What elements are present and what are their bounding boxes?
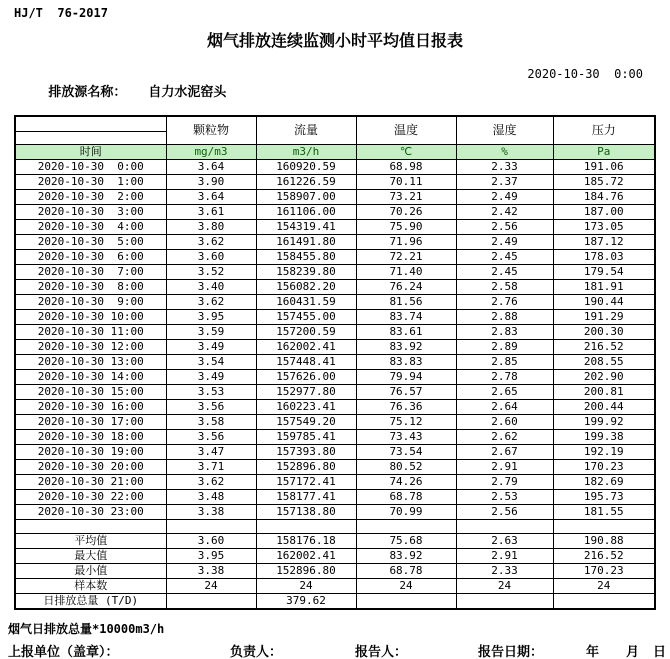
value-cell: 192.19 (553, 445, 655, 460)
value-cell: 2.58 (456, 280, 553, 295)
value-cell (166, 594, 256, 610)
value-cell: 74.26 (356, 475, 456, 490)
value-cell: 159785.41 (256, 430, 356, 445)
footer-note: 烟气日排放总量*10000m3/h (8, 622, 165, 636)
value-cell: 2.67 (456, 445, 553, 460)
row-label-cell: 样本数 (15, 579, 166, 594)
value-cell: 2.63 (456, 534, 553, 549)
value-cell: 3.60 (166, 534, 256, 549)
table-row (15, 250, 655, 265)
emission-source-row (17, 66, 226, 115)
row-label-cell: 2020-10-30 3:00 (15, 205, 166, 220)
row-label-cell: 2020-10-30 20:00 (15, 460, 166, 475)
row-label-cell: 2020-10-30 7:00 (15, 265, 166, 280)
summary-row (15, 534, 655, 549)
value-cell: 3.52 (166, 265, 256, 280)
value-cell: 2.88 (456, 310, 553, 325)
value-cell: 70.99 (356, 505, 456, 520)
year-label: 年 (586, 645, 600, 659)
value-cell: 160223.41 (256, 400, 356, 415)
value-cell: 2.56 (456, 220, 553, 235)
value-cell: 157172.41 (256, 475, 356, 490)
value-cell: 2.56 (456, 505, 553, 520)
value-cell: 2.91 (456, 549, 553, 564)
value-cell: 157200.59 (256, 325, 356, 340)
unit-pressure: Pa (553, 145, 655, 160)
reporter-label: 报告人： (355, 645, 408, 659)
value-cell: 70.26 (356, 205, 456, 220)
value-cell: 200.44 (553, 400, 655, 415)
value-cell: 24 (456, 579, 553, 594)
hourly-average-table (14, 115, 656, 610)
value-cell: 216.52 (553, 549, 655, 564)
table-row (15, 235, 655, 250)
standard-code: HJ/T 76-2017 (14, 6, 108, 20)
value-cell: 181.55 (553, 505, 655, 520)
value-cell: 190.44 (553, 295, 655, 310)
value-cell: 2.45 (456, 265, 553, 280)
value-cell: 3.40 (166, 280, 256, 295)
value-cell: 2.79 (456, 475, 553, 490)
table-row (15, 475, 655, 490)
summary-row (15, 549, 655, 564)
column-header-flow: 流量 (256, 116, 356, 145)
value-cell: 152896.80 (256, 564, 356, 579)
table-row (15, 400, 655, 415)
value-cell: 157138.80 (256, 505, 356, 520)
value-cell: 216.52 (553, 340, 655, 355)
summary-row (15, 579, 655, 594)
value-cell: 190.88 (553, 534, 655, 549)
value-cell (256, 520, 356, 534)
value-cell: 3.38 (166, 564, 256, 579)
value-cell: 158455.80 (256, 250, 356, 265)
column-header-pressure: 压力 (553, 116, 655, 145)
report-unit-label: 上报单位（盖章）： (8, 645, 119, 659)
value-cell: 76.57 (356, 385, 456, 400)
value-cell: 2.89 (456, 340, 553, 355)
row-label-cell: 2020-10-30 2:00 (15, 190, 166, 205)
value-cell: 200.81 (553, 385, 655, 400)
value-cell: 24 (166, 579, 256, 594)
value-cell: 195.73 (553, 490, 655, 505)
value-cell: 3.95 (166, 549, 256, 564)
value-cell: 158176.18 (256, 534, 356, 549)
value-cell: 79.94 (356, 370, 456, 385)
emission-source-name: 自力水泥窑头 (148, 85, 227, 100)
value-cell (356, 520, 456, 534)
value-cell: 158239.80 (256, 265, 356, 280)
value-cell: 3.62 (166, 295, 256, 310)
spacer-row (15, 520, 655, 534)
value-cell: 3.38 (166, 505, 256, 520)
value-cell: 2.91 (456, 460, 553, 475)
table-row (15, 175, 655, 190)
value-cell: 68.78 (356, 564, 456, 579)
row-label-cell: 2020-10-30 12:00 (15, 340, 166, 355)
value-cell: 182.69 (553, 475, 655, 490)
table-row (15, 265, 655, 280)
value-cell: 162002.41 (256, 340, 356, 355)
value-cell: 170.23 (553, 564, 655, 579)
value-cell: 68.98 (356, 160, 456, 175)
value-cell: 75.68 (356, 534, 456, 549)
value-cell: 2.62 (456, 430, 553, 445)
row-label-cell: 2020-10-30 23:00 (15, 505, 166, 520)
value-cell: 2.37 (456, 175, 553, 190)
row-label-cell: 最小值 (15, 564, 166, 579)
value-cell: 158907.00 (256, 190, 356, 205)
value-cell: 152977.80 (256, 385, 356, 400)
summary-row (15, 564, 655, 579)
value-cell: 2.78 (456, 370, 553, 385)
row-label-cell: 2020-10-30 19:00 (15, 445, 166, 460)
table-row (15, 355, 655, 370)
value-cell: 83.92 (356, 340, 456, 355)
table-row (15, 325, 655, 340)
value-cell: 3.56 (166, 430, 256, 445)
table-row (15, 310, 655, 325)
value-cell: 73.54 (356, 445, 456, 460)
row-label-cell: 最大值 (15, 549, 166, 564)
value-cell: 83.61 (356, 325, 456, 340)
row-label-cell: 2020-10-30 6:00 (15, 250, 166, 265)
value-cell: 179.54 (553, 265, 655, 280)
value-cell: 157626.00 (256, 370, 356, 385)
value-cell: 3.80 (166, 220, 256, 235)
day-label: 日 (653, 645, 667, 659)
value-cell: 2.33 (456, 564, 553, 579)
row-label-cell: 2020-10-30 8:00 (15, 280, 166, 295)
column-header-temperature: 温度 (356, 116, 456, 145)
table-row (15, 280, 655, 295)
row-label-cell: 2020-10-30 0:00 (15, 160, 166, 175)
value-cell: 75.90 (356, 220, 456, 235)
value-cell: 173.05 (553, 220, 655, 235)
value-cell: 154319.41 (256, 220, 356, 235)
table-row (15, 505, 655, 520)
unit-temperature: ℃ (356, 145, 456, 160)
value-cell: 161491.80 (256, 235, 356, 250)
table-row (15, 205, 655, 220)
row-label-cell: 2020-10-30 18:00 (15, 430, 166, 445)
value-cell: 3.62 (166, 475, 256, 490)
value-cell: 2.83 (456, 325, 553, 340)
value-cell: 156082.20 (256, 280, 356, 295)
emission-source-label: 排放源名称： (48, 85, 127, 100)
report-datetime: 2020-10-30 0:00 (527, 67, 643, 81)
value-cell: 162002.41 (256, 549, 356, 564)
unit-flow: m3/h (256, 145, 356, 160)
report-date-label: 报告日期： (478, 645, 544, 659)
value-cell: 3.64 (166, 190, 256, 205)
value-cell: 208.55 (553, 355, 655, 370)
value-cell: 83.83 (356, 355, 456, 370)
value-cell: 3.49 (166, 370, 256, 385)
value-cell (456, 594, 553, 610)
value-cell: 3.59 (166, 325, 256, 340)
value-cell: 160431.59 (256, 295, 356, 310)
value-cell: 3.53 (166, 385, 256, 400)
column-header-particulate: 颗粒物 (166, 116, 256, 145)
value-cell: 2.45 (456, 250, 553, 265)
value-cell: 2.49 (456, 235, 553, 250)
value-cell: 3.90 (166, 175, 256, 190)
value-cell: 2.53 (456, 490, 553, 505)
table-row (15, 190, 655, 205)
value-cell: 24 (256, 579, 356, 594)
value-cell: 170.23 (553, 460, 655, 475)
value-cell: 2.60 (456, 415, 553, 430)
value-cell: 199.38 (553, 430, 655, 445)
value-cell (553, 520, 655, 534)
page-title: 烟气排放连续监测小时平均值日报表 (206, 31, 463, 50)
value-cell: 76.36 (356, 400, 456, 415)
value-cell (356, 594, 456, 610)
table-row (15, 340, 655, 355)
value-cell: 2.65 (456, 385, 553, 400)
value-cell: 200.30 (553, 325, 655, 340)
row-label-cell: 2020-10-30 10:00 (15, 310, 166, 325)
row-label-cell: 2020-10-30 5:00 (15, 235, 166, 250)
value-cell: 2.42 (456, 205, 553, 220)
value-cell: 3.64 (166, 160, 256, 175)
value-cell: 152896.80 (256, 460, 356, 475)
value-cell (456, 520, 553, 534)
unit-particulate: mg/m3 (166, 145, 256, 160)
value-cell: 24 (553, 579, 655, 594)
value-cell: 161226.59 (256, 175, 356, 190)
value-cell: 3.48 (166, 490, 256, 505)
value-cell: 3.95 (166, 310, 256, 325)
value-cell: 181.91 (553, 280, 655, 295)
value-cell: 2.76 (456, 295, 553, 310)
value-cell: 157455.00 (256, 310, 356, 325)
row-label-cell: 2020-10-30 22:00 (15, 490, 166, 505)
responsible-label: 负责人： (230, 645, 283, 659)
row-label-cell: 平均值 (15, 534, 166, 549)
value-cell: 75.12 (356, 415, 456, 430)
value-cell: 191.06 (553, 160, 655, 175)
value-cell (553, 594, 655, 610)
value-cell: 191.29 (553, 310, 655, 325)
value-cell: 71.96 (356, 235, 456, 250)
table-row (15, 370, 655, 385)
value-cell: 68.78 (356, 490, 456, 505)
unit-humidity: % (456, 145, 553, 160)
value-cell: 3.60 (166, 250, 256, 265)
value-cell: 3.54 (166, 355, 256, 370)
value-cell: 178.03 (553, 250, 655, 265)
value-cell: 83.74 (356, 310, 456, 325)
time-header: 时间 (15, 145, 166, 160)
value-cell: 379.62 (256, 594, 356, 610)
value-cell: 157393.80 (256, 445, 356, 460)
value-cell: 202.90 (553, 370, 655, 385)
table-row (15, 415, 655, 430)
value-cell: 24 (356, 579, 456, 594)
unit-row (15, 145, 655, 160)
table-row (15, 430, 655, 445)
value-cell: 76.24 (356, 280, 456, 295)
column-header-row (15, 116, 655, 145)
row-label-cell: 2020-10-30 13:00 (15, 355, 166, 370)
value-cell: 3.47 (166, 445, 256, 460)
value-cell: 83.92 (356, 549, 456, 564)
value-cell: 2.49 (456, 190, 553, 205)
value-cell: 3.71 (166, 460, 256, 475)
summary-row (15, 594, 655, 610)
value-cell: 73.21 (356, 190, 456, 205)
value-cell: 80.52 (356, 460, 456, 475)
month-label: 月 (626, 645, 640, 659)
row-label-cell: 日排放总量 (T/D) (15, 594, 166, 610)
row-label-cell: 2020-10-30 1:00 (15, 175, 166, 190)
row-label-cell: 2020-10-30 14:00 (15, 370, 166, 385)
row-label-cell (15, 520, 166, 534)
row-label-cell: 2020-10-30 21:00 (15, 475, 166, 490)
data-rows (15, 160, 655, 610)
value-cell: 73.43 (356, 430, 456, 445)
value-cell: 184.76 (553, 190, 655, 205)
value-cell: 2.64 (456, 400, 553, 415)
value-cell: 2.33 (456, 160, 553, 175)
value-cell: 3.58 (166, 415, 256, 430)
table-row (15, 160, 655, 175)
value-cell: 71.40 (356, 265, 456, 280)
value-cell: 187.12 (553, 235, 655, 250)
value-cell: 160920.59 (256, 160, 356, 175)
value-cell: 3.61 (166, 205, 256, 220)
table-row (15, 490, 655, 505)
value-cell: 187.00 (553, 205, 655, 220)
value-cell: 199.92 (553, 415, 655, 430)
value-cell: 157549.20 (256, 415, 356, 430)
value-cell: 81.56 (356, 295, 456, 310)
value-cell: 161106.00 (256, 205, 356, 220)
value-cell: 3.49 (166, 340, 256, 355)
value-cell: 70.11 (356, 175, 456, 190)
value-cell: 158177.41 (256, 490, 356, 505)
time-column-header-blank (15, 116, 166, 145)
value-cell: 185.72 (553, 175, 655, 190)
row-label-cell: 2020-10-30 16:00 (15, 400, 166, 415)
table-row (15, 295, 655, 310)
value-cell: 72.21 (356, 250, 456, 265)
value-cell (166, 520, 256, 534)
table-row (15, 445, 655, 460)
table-row (15, 385, 655, 400)
column-header-humidity: 湿度 (456, 116, 553, 145)
value-cell: 157448.41 (256, 355, 356, 370)
row-label-cell: 2020-10-30 4:00 (15, 220, 166, 235)
row-label-cell: 2020-10-30 15:00 (15, 385, 166, 400)
table-row (15, 460, 655, 475)
value-cell: 2.85 (456, 355, 553, 370)
row-label-cell: 2020-10-30 9:00 (15, 295, 166, 310)
table-row (15, 220, 655, 235)
row-label-cell: 2020-10-30 11:00 (15, 325, 166, 340)
row-label-cell: 2020-10-30 17:00 (15, 415, 166, 430)
value-cell: 3.56 (166, 400, 256, 415)
value-cell: 3.62 (166, 235, 256, 250)
